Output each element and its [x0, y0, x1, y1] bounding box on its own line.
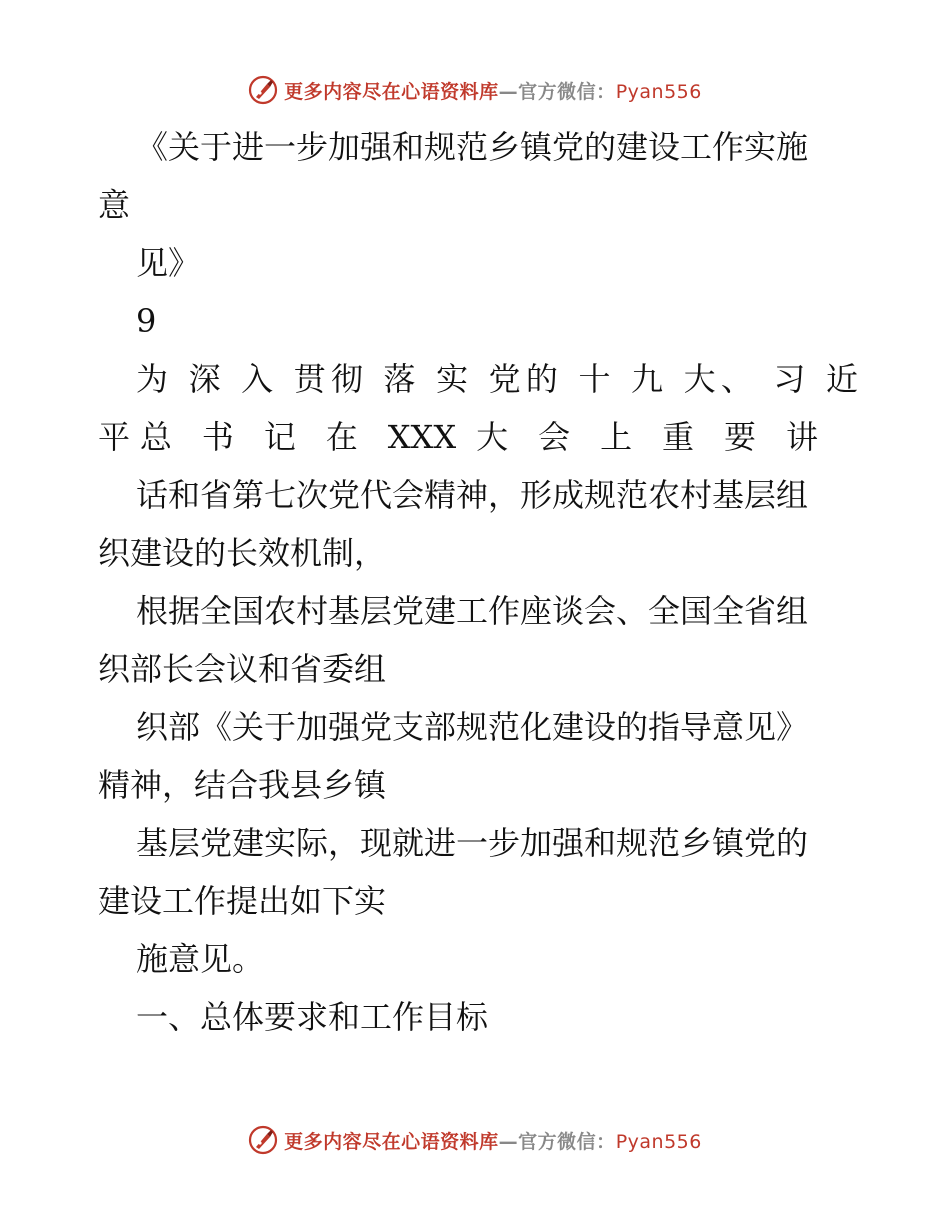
page-number: 9 — [136, 302, 157, 340]
banner-site-name: 更多内容尽在心语资料库 — [284, 80, 499, 103]
document-title-line: 《关于进一步加强和规范乡镇党的建设工作实施 — [136, 128, 809, 166]
paragraph-line: 基层党建实际，现就进一步加强和规范乡镇党的 — [136, 824, 809, 862]
paragraph-line: 为 深 入 贯彻 落 实 党的 十 九 大、 习 近 — [136, 360, 858, 398]
paragraph-line: 织部长会议和省委组 — [98, 650, 387, 688]
paragraph-line: 织部《关于加强党支部规范化建设的指导意见》 — [136, 708, 809, 746]
paragraph-line: 施意见。 — [136, 940, 265, 978]
banner-wechat-label: —官方微信： — [498, 1130, 616, 1153]
footer-banner — [0, 1120, 950, 1160]
header-banner — [0, 70, 950, 110]
paragraph-line: 建设工作提出如下实 — [98, 882, 387, 920]
paragraph-line: 平总 书 记 在 XXX 大 会 上 重 要 讲 — [98, 418, 818, 456]
document-title-line: 见》 — [136, 244, 201, 282]
paragraph-line: 精神，结合我县乡镇 — [98, 766, 387, 804]
document-body — [98, 118, 858, 1046]
pen-nib-logo-icon — [248, 75, 278, 105]
document-title-line: 意 — [98, 186, 131, 224]
paragraph-line: 话和省第七次党代会精神，形成规范农村基层组 — [136, 476, 809, 514]
pen-nib-logo-icon — [248, 1125, 278, 1155]
banner-wechat-handle: Pyan556 — [615, 80, 702, 103]
banner-site-name: 更多内容尽在心语资料库 — [284, 1130, 499, 1153]
paragraph-line: 根据全国农村基层党建工作座谈会、全国全省组 — [136, 592, 809, 630]
paragraph-line: 织建设的长效机制， — [98, 534, 387, 572]
section-heading: 一、总体要求和工作目标 — [136, 998, 489, 1036]
banner-wechat-label: —官方微信： — [498, 80, 616, 103]
banner-wechat-handle: Pyan556 — [615, 1130, 702, 1153]
banner-text — [284, 1127, 702, 1154]
banner-text — [284, 77, 702, 104]
